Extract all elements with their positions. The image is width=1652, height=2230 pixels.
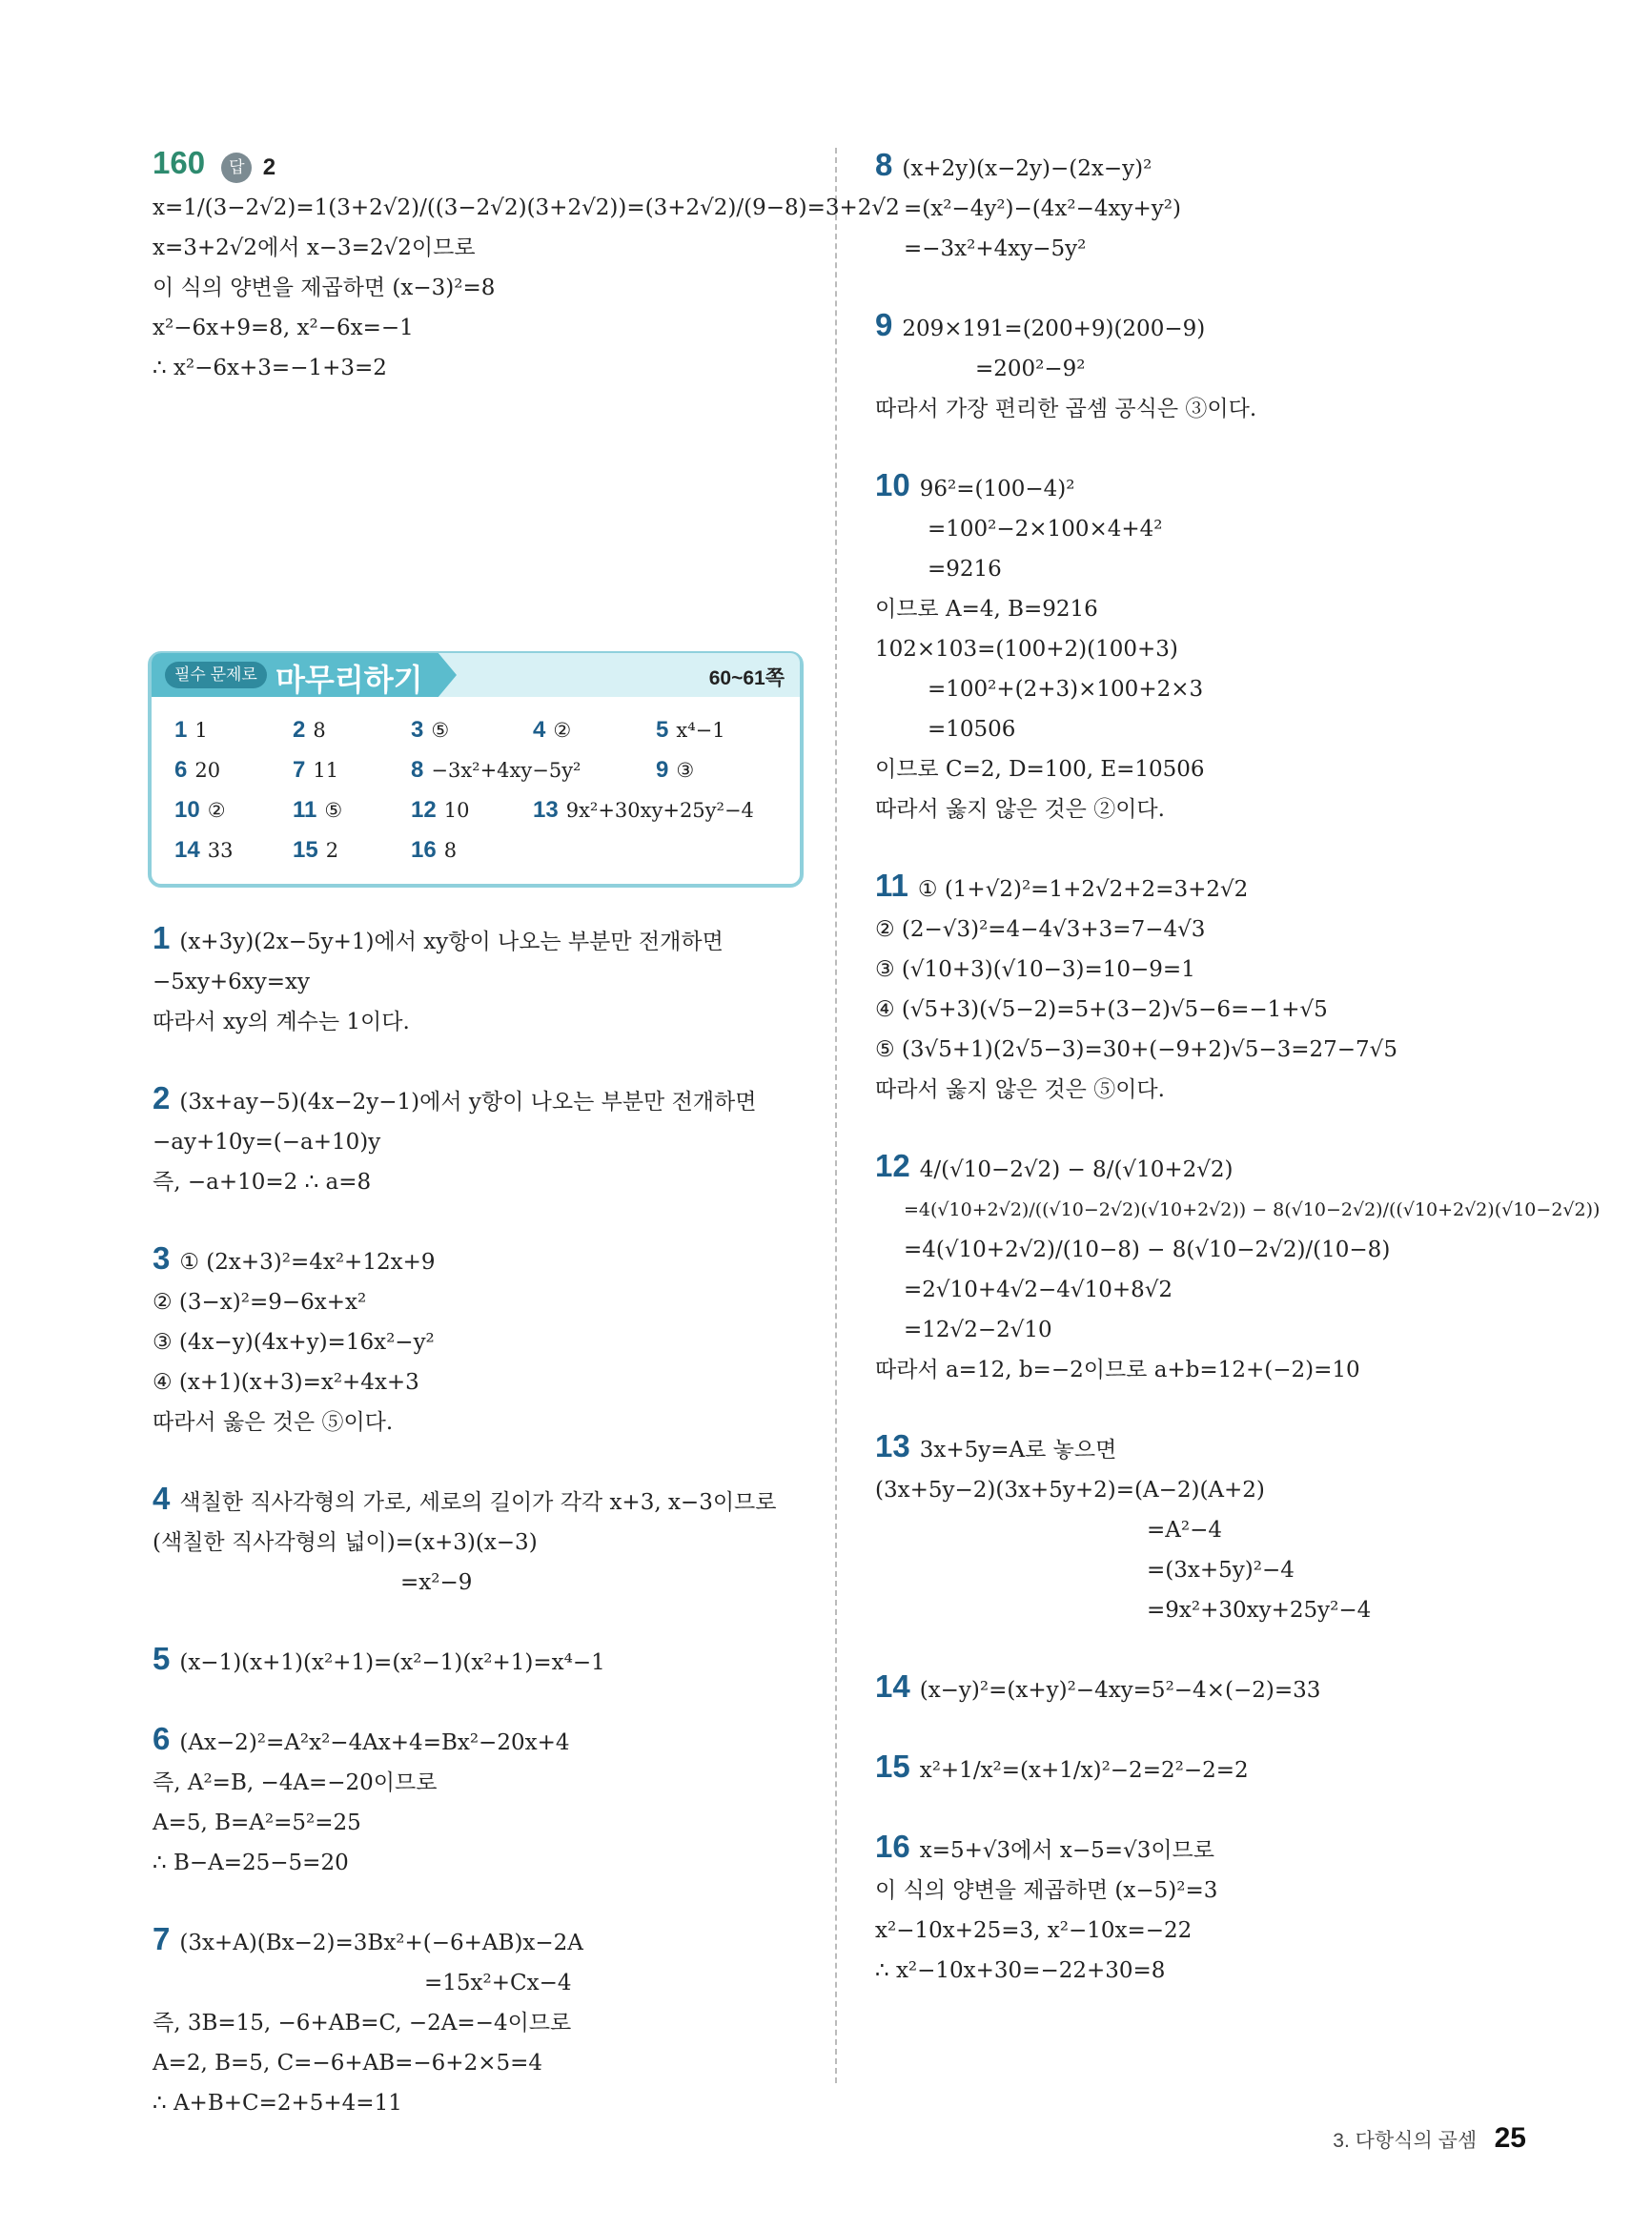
solution-5: 5 (x−1)(x+1)(x²+1)=(x²−1)(x²+1)=x⁴−1 (153, 1641, 605, 1676)
problem-160 (153, 143, 900, 388)
solution-number: 1 (153, 920, 171, 955)
solution-number: 3 (153, 1240, 171, 1276)
solution-8: 8 (x+2y)(x−2y)−(2x−y)² =(x²−4y²)−(4x²−4xy+y²) =−3x²+4xy−5y² (875, 147, 1181, 261)
solution-number: 9 (875, 307, 893, 342)
summary-item: 2 8 (293, 717, 326, 743)
summary-pill: 필수 문제로 (165, 662, 267, 688)
summary-item: 8 −3x²+4xy−5y² (411, 757, 581, 783)
summary-row (174, 790, 785, 830)
summary-row (174, 710, 785, 750)
summary-item: 15 2 (293, 837, 339, 863)
summary-item: 1 1 (174, 717, 208, 743)
summary-item: 14 33 (174, 837, 234, 863)
page-number: 25 (1494, 2122, 1526, 2154)
summary-item: 12 10 (411, 797, 470, 823)
solution-9: 9 209×191=(200+9)(200−9) =200²−9² 따라서 가장 편리한 곱셈 공식은 ③이다. (875, 307, 1257, 421)
solution-number: 11 (875, 868, 908, 903)
summary-item: 7 11 (293, 757, 339, 783)
chapter-label: 3. 다항식의 곱셈 (1333, 2130, 1478, 2152)
solution-6: 6 (Ax−2)²=A²x²−4Ax+4=Bx²−20x+4 즉, A²=B, −4A=−20이므로 A=5, B=A²=5²=25 ∴ B−A=25−5=20 (153, 1721, 570, 1875)
summary-grid (174, 710, 785, 870)
page-footer (1333, 2122, 1526, 2155)
solution-2: 2 (3x+ay−5)(4x−2y−1)에서 y항이 나오는 부분만 전개하면 −ay+10y=(−a+10)y 즉, −a+10=2 ∴ a=8 (153, 1080, 757, 1195)
solution-number: 7 (153, 1921, 171, 1956)
solution-line: x²−6x+9=8, x²−6x=−1 (153, 316, 414, 340)
answer-value: 2 (262, 154, 276, 180)
right-column (875, 145, 1601, 2027)
summary-pages: 60~61쪽 (708, 667, 785, 689)
solution-4: 4 색칠한 직사각형의 가로, 세로의 길이가 각각 x+3, x−3이므로 (색칠한 직사각형의 넓이)=(x+3)(x−3) =x²−9 (153, 1481, 777, 1595)
left-solutions (153, 918, 801, 2159)
solution-1: 1 (x+3y)(2x−5y+1)에서 xy항이 나오는 부분만 전개하면 −5xy+6xy=xy 따라서 xy의 계수는 1이다. (153, 920, 724, 1034)
solution-number: 2 (153, 1080, 171, 1115)
solution-12: 12 4/(√10−2√2) − 8/(√10+2√2) =4(√10+2√2)/((√10−2√2)(√10+2√2)) − 8(√10−2√2)/((√10+2√2)(√10−2√2)) =4(√10+2√2)/(10−8) − 8(√10−2√2)/(10−8) =2√10+4√2−4√10+8√2 =12√2−2√10 따라서 a=12, b=−2이므로 a+b=12+(−2)=10 (875, 1148, 1601, 1382)
summary-item: 9 ③ (656, 757, 695, 783)
solution-10: 10 96²=(100−4)² =100²−2×100×4+4² =9216 이므로 A=4, B=9216 102×103=(100+2)(100+3) =100²+(2+3)×100+2×3 =10506 이므로 C=2, D=100, E=10506 따라서 옳지 않은 것은 ②이다. (875, 467, 1205, 822)
solution-number: 16 (875, 1829, 910, 1864)
solution-16: 16 x=5+√3에서 x−5=√3이므로 이 식의 양변을 제곱하면 (x−5)²=3 x²−10x+25=3, x²−10x=−22 ∴ x²−10x+30=−22+30=8 (875, 1829, 1218, 1983)
solution-13: 13 3x+5y=A로 놓으면 (3x+5y−2)(3x+5y+2)=(A−2)(A+2) =A²−4 =(3x+5y)²−4 =9x²+30xy+25y²−4 (875, 1428, 1372, 1623)
summary-item: 11 ⑤ (293, 797, 343, 823)
summary-header (152, 653, 800, 697)
summary-title: 마무리하기 (275, 663, 423, 697)
summary-item: 13 9x²+30xy+25y²−4 (533, 797, 754, 823)
answer-summary-box (148, 651, 804, 888)
column-divider (835, 148, 837, 2083)
solution-3: 3 ① (2x+3)²=4x²+12x+9 ② (3−x)²=9−6x+x² ③ (4x−y)(4x+y)=16x²−y² ④ (x+1)(x+3)=x²+4x+3 따라서 옳은 것은 ⑤이다. (153, 1240, 436, 1435)
summary-row (174, 750, 785, 790)
summary-item: 4 ② (533, 717, 572, 743)
solution-number: 5 (153, 1641, 171, 1676)
solution-number: 13 (875, 1428, 910, 1463)
solution-line: x=3+2√2에서 x−3=2√2이므로 (153, 235, 476, 260)
summary-row (174, 830, 785, 870)
summary-item: 3 ⑤ (411, 717, 450, 743)
solution-number: 10 (875, 467, 910, 502)
summary-item: 6 20 (174, 757, 221, 783)
solution-number: 4 (153, 1481, 171, 1516)
solution-number: 14 (875, 1668, 910, 1704)
solution-14: 14 (x−y)²=(x+y)²−4xy=5²−4×(−2)=33 (875, 1668, 1321, 1704)
solution-15: 15 x²+1/x²=(x+1/x)²−2=2²−2=2 (875, 1749, 1249, 1784)
solution-line: 이 식의 양변을 제곱하면 (x−3)²=8 (153, 276, 496, 300)
solution-line: x=1/(3−2√2)=1(3+2√2)/((3−2√2)(3+2√2))=(3+2√2)/(9−8)=3+2√2 (153, 195, 900, 220)
solution-number: 8 (875, 147, 893, 182)
left-column (153, 143, 900, 424)
solution-number: 15 (875, 1749, 910, 1784)
summary-item: 10 ② (174, 797, 226, 823)
solution-number: 6 (153, 1721, 171, 1756)
solution-7: 7 (3x+A)(Bx−2)=3Bx²+(−6+AB)x−2A =15x²+Cx−4 즉, 3B=15, −6+AB=C, −2A=−4이므로 A=2, B=5, C=−6+AB=−6+2×5=4 ∴ A+B+C=2+5+4=11 (153, 1921, 583, 2116)
solution-number: 12 (875, 1148, 910, 1183)
summary-item: 5 x⁴−1 (656, 717, 725, 743)
answer-badge: 답 (221, 153, 252, 183)
problem-number: 160 (153, 145, 206, 180)
solution-line: ∴ x²−6x+3=−1+3=2 (153, 356, 387, 380)
solution-11: 11 ① (1+√2)²=1+2√2+2=3+2√2 ② (2−√3)²=4−4√3+3=7−4√3 ③ (√10+3)(√10−3)=10−9=1 ④ (√5+3)(√5−2)=5+(3−2)√5−6=−1+√5 ⑤ (3√5+1)(2√5−3)=30+(−9+2)√5−3=27−7√5 따라서 옳지 않은 것은 ⑤이다. (875, 868, 1397, 1102)
summary-item: 16 8 (411, 837, 458, 863)
